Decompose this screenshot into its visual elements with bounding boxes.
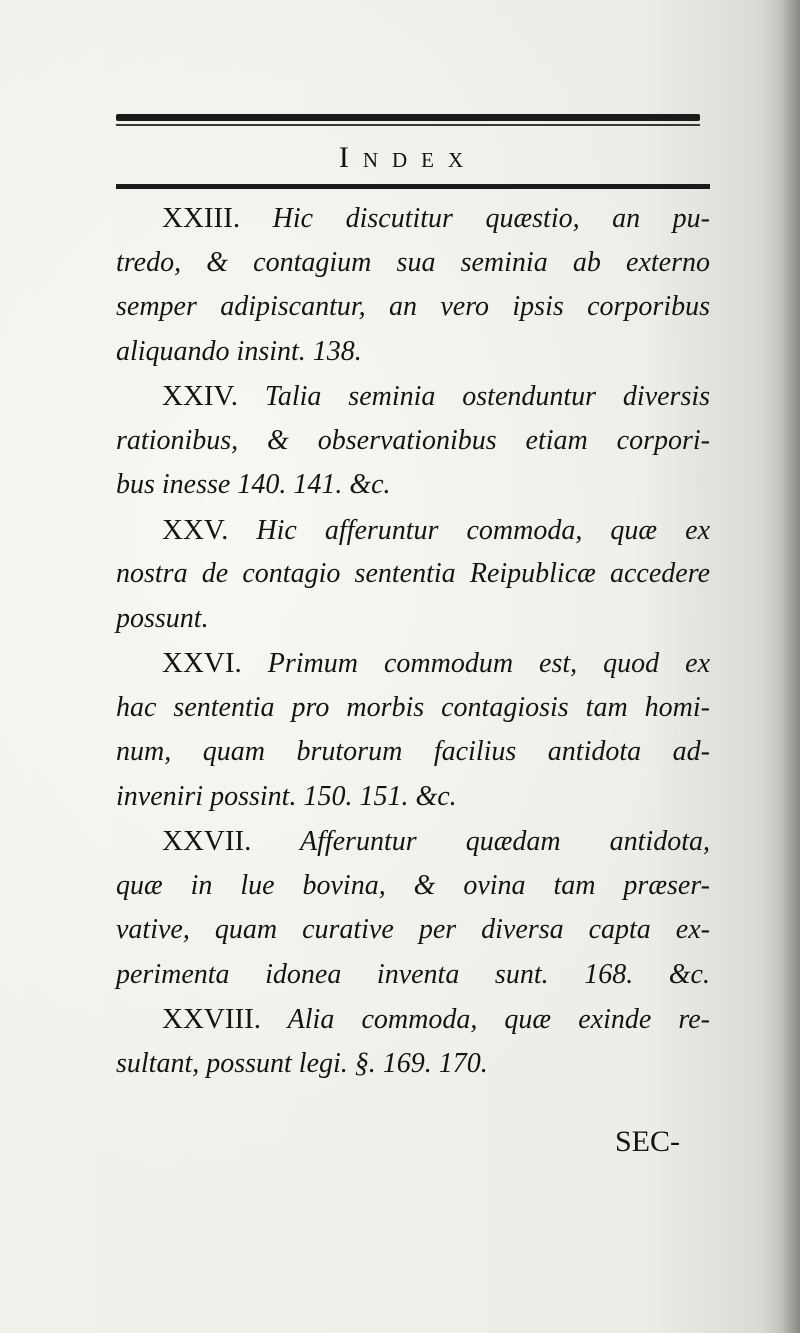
- entry-text: hac sententia pro morbis contagiosis tam homi-: [116, 691, 710, 723]
- entry-text: Primum commodum est, quod ex: [267, 648, 710, 679]
- catchword: SEC-: [614, 1125, 680, 1158]
- entry-numeral: XXIV.: [162, 380, 238, 412]
- entry-text: nostra de contagio sententia Reipublicæ accedere: [116, 558, 710, 589]
- entry-line: [116, 463, 710, 508]
- page-edge-shadow: [760, 0, 800, 1333]
- entry-line: [116, 241, 710, 286]
- entry-text: possunt.: [116, 602, 209, 634]
- entry-line: [116, 196, 710, 241]
- entry-text: Hic afferuntur commoda, quæ ex: [256, 514, 711, 546]
- entry-line: [116, 641, 710, 686]
- entry-text: rationibus, & observationibus etiam corpori-: [116, 424, 710, 456]
- entry-numeral: XXVI.: [162, 647, 242, 679]
- entry-line: [116, 686, 710, 731]
- entry-text: Alia commoda, quæ exinde re-: [287, 1004, 710, 1035]
- entry-line: [116, 997, 710, 1042]
- entry-line: [116, 953, 710, 998]
- entry-numeral: XXVII.: [162, 825, 252, 857]
- entry-line: [116, 908, 710, 953]
- entry-line: [116, 374, 710, 419]
- entry-numeral: XXIII.: [162, 202, 241, 234]
- entry-line: [116, 419, 710, 464]
- header-rule-thin: [116, 124, 700, 126]
- entry-line: [116, 864, 710, 909]
- entry-text: bus inesse 140. 141. &c.: [116, 469, 391, 500]
- entry-text: inveniri possint. 150. 151. &c.: [116, 780, 457, 812]
- entry-text: Afferuntur quædam antidota,: [299, 826, 710, 857]
- title-rule: [116, 184, 710, 189]
- entry-line: [116, 552, 710, 597]
- header-rule-thick: [116, 114, 700, 121]
- entry-text: vative, quam curative per diversa capta ex-: [116, 914, 710, 945]
- entry-text: num, quam brutorum facilius antidota ad-: [116, 736, 710, 767]
- entry-line: [116, 775, 710, 820]
- entry-line: [116, 819, 710, 864]
- entry-text: aliquando insint. 138.: [116, 335, 362, 367]
- entry-line: [116, 597, 710, 642]
- entry-line: [116, 730, 710, 775]
- entry-line: [116, 508, 710, 553]
- entry-line: [116, 1042, 710, 1087]
- entry-text: Hic discutitur quæstio, an pu-: [272, 203, 710, 234]
- entry-text: semper adipiscantur, an vero ipsis corporibus: [116, 291, 710, 322]
- entry-line: [116, 285, 710, 330]
- index-entries: [116, 196, 710, 1086]
- entry-text: perimenta idonea inventa sunt. 168. &c.: [116, 958, 710, 990]
- entry-text: sultant, possunt legi. §. 169. 170.: [116, 1047, 488, 1079]
- entry-numeral: XXV.: [162, 513, 229, 546]
- entry-text: Talia seminia ostenduntur diversis: [264, 381, 711, 412]
- entry-line: [116, 330, 710, 375]
- page-title: Index: [338, 141, 478, 174]
- entry-text: quæ in lue bovina, & ovina tam præser-: [116, 869, 710, 901]
- entry-numeral: XXVIII.: [162, 1003, 262, 1035]
- entry-text: tredo, & contagium sua seminia ab externo: [116, 246, 710, 278]
